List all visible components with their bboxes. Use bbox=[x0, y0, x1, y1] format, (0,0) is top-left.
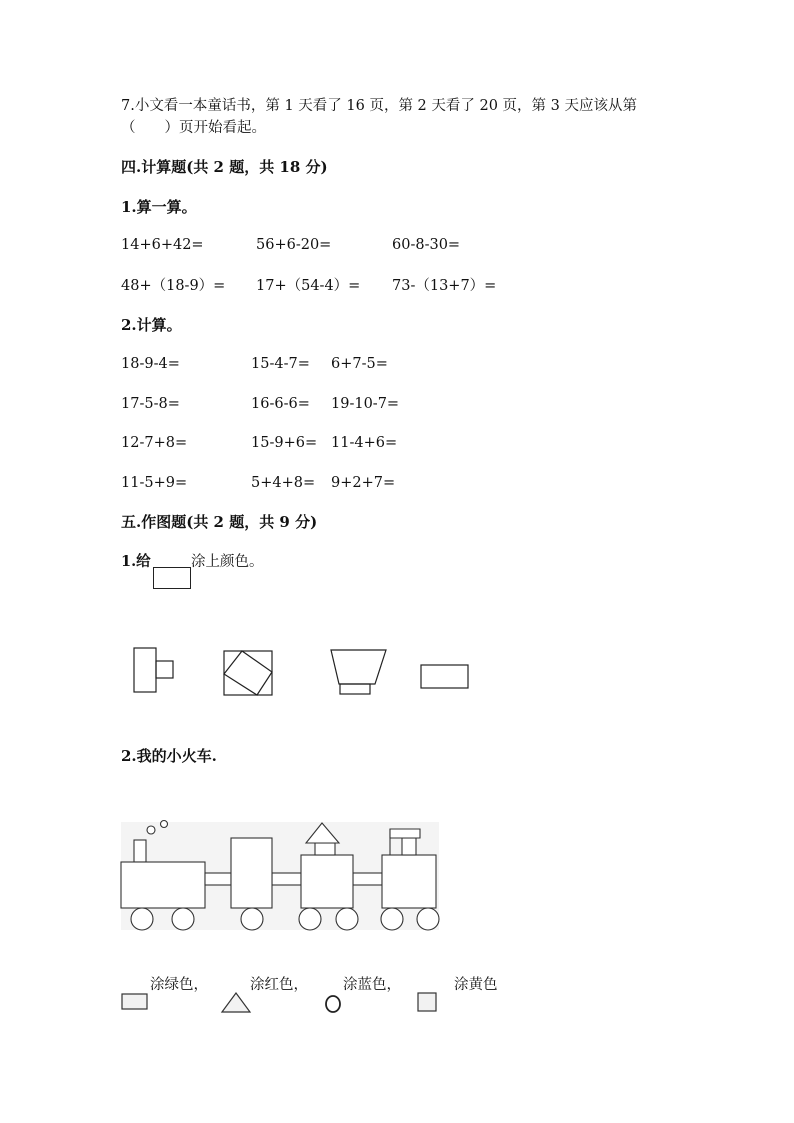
section4-q2-title: 2.计算。 bbox=[121, 316, 182, 334]
section5-q1-suffix: 涂上颜色。 bbox=[191, 554, 264, 570]
expr-1-1: 14+6+42= bbox=[121, 237, 204, 253]
section4-q1-title: 1.算一算。 bbox=[121, 198, 197, 216]
legend-blue: 涂蓝色， bbox=[343, 977, 401, 993]
calc-3-2: 15-9+6= bbox=[251, 435, 318, 451]
calc-2-2: 16-6-6= bbox=[251, 396, 310, 412]
calc-4-2: 5+4+8= bbox=[251, 475, 316, 491]
expr-1-6: 73-（13+7）= bbox=[392, 278, 497, 294]
calc-1-1: 18-9-4= bbox=[121, 356, 180, 372]
calc-2-3: 19-10-7= bbox=[331, 396, 400, 412]
figure-rectangle bbox=[421, 665, 468, 688]
figure-rect-with-tab bbox=[134, 648, 173, 692]
figure-trapezoid-on-rect bbox=[331, 650, 386, 694]
figure-square-with-diamond bbox=[224, 651, 272, 695]
calc-3-3: 11-4+6= bbox=[331, 435, 398, 451]
q7-line2: （ ）页开始看起。 bbox=[121, 120, 266, 136]
calc-4-1: 11-5+9= bbox=[121, 475, 188, 491]
calc-3-1: 12-7+8= bbox=[121, 435, 188, 451]
expr-1-5: 17+（54-4）= bbox=[256, 278, 361, 294]
section5-q1-prefix: 1.给 bbox=[121, 553, 151, 570]
legend-triangle-icon bbox=[222, 993, 250, 1012]
legend-yellow: 涂黄色 bbox=[454, 977, 498, 993]
calc-4-3: 9+2+7= bbox=[331, 475, 396, 491]
section5-heading: 五.作图题(共 2 题，共 9 分) bbox=[121, 513, 318, 531]
expr-1-4: 48+（18-9）= bbox=[121, 278, 226, 294]
expr-1-3: 60-8-30= bbox=[392, 237, 461, 253]
legend-square-icon bbox=[418, 993, 436, 1011]
section4-heading: 四.计算题(共 2 题，共 18 分) bbox=[121, 158, 328, 176]
expr-1-2: 56+6-20= bbox=[256, 237, 332, 253]
q7-line1: 7.小文看一本童话书，第 1 天看了 16 页，第 2 天看了 20 页，第 3 天应该从第 bbox=[121, 98, 638, 114]
calc-2-1: 17-5-8= bbox=[121, 396, 180, 412]
legend-circle-icon bbox=[326, 996, 340, 1012]
legend-red: 涂红色， bbox=[250, 977, 308, 993]
legend-green: 涂绿色， bbox=[150, 977, 208, 993]
calc-1-3: 6+7-5= bbox=[331, 356, 388, 372]
calc-1-2: 15-4-7= bbox=[251, 356, 310, 372]
target-rectangle-sample bbox=[153, 567, 191, 589]
section5-q2-title: 2.我的小火车. bbox=[121, 747, 217, 765]
legend-rectangle-icon bbox=[122, 994, 147, 1009]
